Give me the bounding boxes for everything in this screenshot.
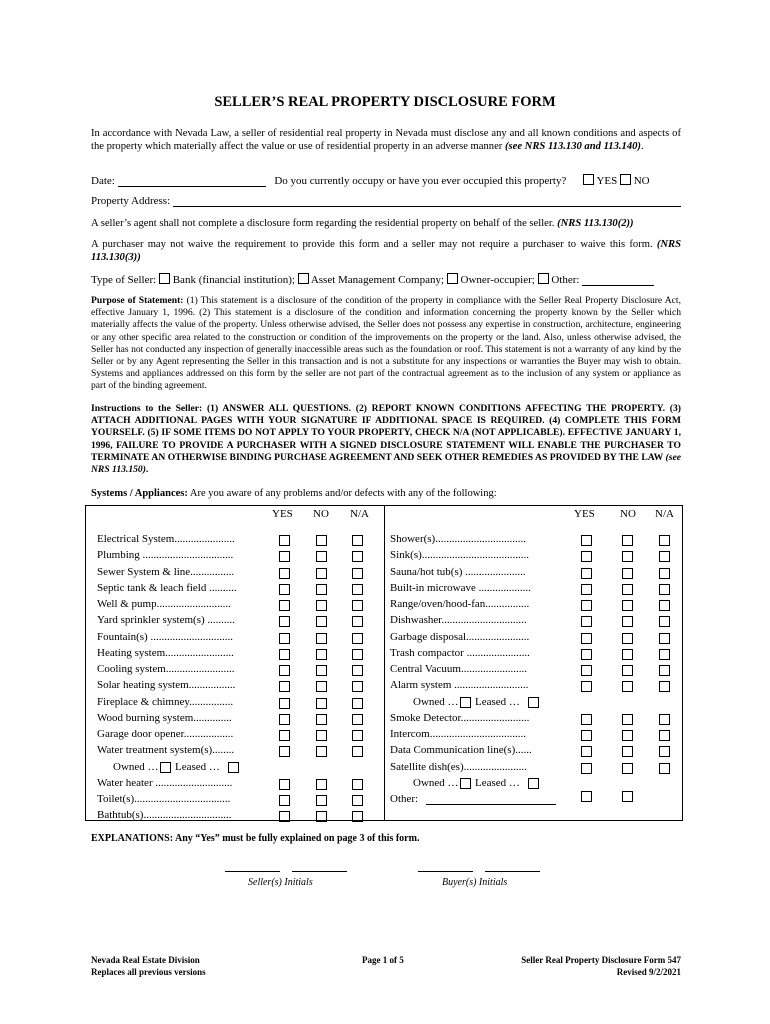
buyer-initial-line-2[interactable] [485,871,540,872]
no-checkbox[interactable] [622,616,633,627]
yes-checkbox[interactable] [581,746,592,757]
system-item-label: Bathtub(s)................................ [97,809,232,822]
na-checkbox[interactable] [659,746,670,757]
footer-left: Nevada Real Estate Division Replaces all previous versions [91,955,206,977]
left-yes-header: YES [272,508,293,520]
property-address-field[interactable] [173,195,681,207]
no-checkbox[interactable] [622,551,633,562]
appliance-item-label: Intercom................................... [390,728,526,740]
na-checkbox[interactable] [352,698,363,709]
system-item-label: Fireplace & chimney................ [97,695,234,708]
owned-checkbox-right-10[interactable] [460,697,471,708]
no-checkbox[interactable] [316,779,327,790]
yes-checkbox[interactable] [279,681,290,692]
occupy-no-checkbox[interactable] [620,174,631,185]
appliance-item-label: Built-in microwave ................... [390,581,531,594]
na-checkbox[interactable] [352,779,363,790]
appliance-item-label: Sauna/hot tub(s) ...................... [390,565,526,578]
owned-label-right-15: Owned … [413,776,459,789]
yes-checkbox[interactable] [279,551,290,562]
system-item-label: Toilet(s)................................... [97,793,231,805]
na-checkbox[interactable] [659,600,670,611]
appliance-item-label: Shower(s)................................. [390,533,526,545]
na-checkbox[interactable] [659,763,670,774]
yes-checkbox[interactable] [581,633,592,644]
yes-checkbox[interactable] [581,568,592,579]
na-checkbox[interactable] [659,568,670,579]
yes-checkbox[interactable] [581,600,592,611]
yes-checkbox[interactable] [581,714,592,725]
left-no-header: NO [313,508,329,520]
system-item-label: Well & pump........................... [97,598,231,610]
na-checkbox[interactable] [352,535,363,546]
no-checkbox[interactable] [316,568,327,579]
na-checkbox[interactable] [352,633,363,644]
system-item-label: Septic tank & leach field .......... [97,581,237,594]
appliance-item-label: Trash compactor ....................... [390,646,530,659]
system-item-label: Water heater ............................ [97,776,233,789]
yes-checkbox[interactable] [279,535,290,546]
yes-checkbox[interactable] [279,730,290,741]
leased-label-left: Leased … [175,760,220,773]
owned-checkbox-right-15[interactable] [460,778,471,789]
na-checkbox[interactable] [659,681,670,692]
no-checkbox[interactable] [622,633,633,644]
yes-checkbox[interactable] [279,584,290,595]
no-checkbox[interactable] [622,714,633,725]
na-checkbox[interactable] [659,584,670,595]
na-checkbox[interactable] [659,649,670,660]
no-checkbox[interactable] [622,584,633,595]
yes-checkbox[interactable] [279,811,290,822]
no-checkbox[interactable] [622,649,633,660]
na-checkbox[interactable] [352,746,363,757]
na-checkbox[interactable] [659,535,670,546]
page-number: Page 1 of 5 [362,955,404,965]
system-item-label: Garage door opener.................. [97,728,234,740]
no-checkbox[interactable] [622,600,633,611]
purpose-statement: Purpose of Statement: (1) This statement is a disclosure of the condition of the property in compliance with the Seller Real Property Disclosure Act, effective January 1, 1996. (2) This statement is a disclosure of the condition and information concerning the property known by the Seller which materially affects the value of the property. Unless otherwise advised, the Seller does not possess any expertise in construction, architecture, engineering or any other specific area related to the construction or condition of the improvements on the property or the land. Also, unless otherwise advised, the Seller has not conducted any inspection of generally inaccessible areas such as the foundation or roof. This statement is not a warranty of any kind by the Seller or by any Agent representing the Seller in this transaction and is not a substitute for any inspections or warranties the Buyer may wish to obtain. Systems and appliances addressed on this form by the seller are not part of the contractual agreement as to the inclusion of any system or appliance as part of the binding agreement. [91,295,681,392]
no-checkbox[interactable] [622,746,633,757]
no-checkbox[interactable] [316,730,327,741]
yes-checkbox[interactable] [581,551,592,562]
na-checkbox[interactable] [352,714,363,725]
left-na-header: N/A [350,508,369,520]
appliance-item-label: Sink(s)....................................... [390,549,530,562]
system-item-label: Wood burning system.............. [97,711,232,724]
occupy-question: Do you currently occupy or have you ever occupied this property? [274,175,567,187]
na-checkbox[interactable] [352,795,363,806]
no-checkbox[interactable] [316,746,327,757]
leased-checkbox-right-15[interactable] [528,778,539,789]
system-item-label: Plumbing ................................. [97,549,234,562]
system-item-label: Yard sprinkler system(s) .......... [97,614,235,627]
yes-checkbox[interactable] [279,665,290,676]
appliance-item-label: Range/oven/hood-fan................ [390,598,530,610]
owner-occupier-checkbox[interactable] [447,273,458,284]
yes-checkbox[interactable] [581,730,592,741]
no-checkbox[interactable] [316,584,327,595]
other-field[interactable] [582,274,654,286]
leased-checkbox-right-10[interactable] [528,697,539,708]
na-checkbox[interactable] [659,730,670,741]
seller-type-row: Type of Seller: Bank (financial institution); Asset Management Company; Owner-occupier; Other: [91,273,654,286]
appliance-item-label: Central Vacuum........................ [390,663,527,675]
yes-checkbox[interactable] [581,665,592,676]
system-item-label: Water treatment system(s)........ [97,744,235,757]
right-no-header: NO [620,508,636,520]
no-checkbox[interactable] [622,730,633,741]
na-checkbox[interactable] [659,551,670,562]
yes-checkbox[interactable] [279,633,290,644]
na-checkbox[interactable] [352,681,363,692]
other-checkbox[interactable] [538,273,549,284]
owned-checkbox-left[interactable] [160,762,171,773]
na-checkbox[interactable] [352,730,363,741]
na-checkbox[interactable] [352,600,363,611]
yes-checkbox[interactable] [279,779,290,790]
system-item-label: Electrical System...................... [97,533,235,545]
na-checkbox[interactable] [659,616,670,627]
yes-checkbox[interactable] [279,600,290,611]
yes-checkbox[interactable] [279,714,290,725]
system-item-label: Heating system......................... [97,646,234,659]
yes-checkbox[interactable] [279,795,290,806]
owned-label-left: Owned … [113,760,159,773]
buyer-initials-label: Buyer(s) Initials [442,877,508,888]
na-checkbox[interactable] [352,584,363,595]
yes-checkbox[interactable] [581,649,592,660]
na-checkbox[interactable] [659,714,670,725]
no-checkbox[interactable] [316,600,327,611]
date-row: Date: Do you currently occupy or have you ever occupied this property? YES NO [91,175,650,187]
na-checkbox[interactable] [352,551,363,562]
owned-label-right-10: Owned … [413,695,459,708]
yes-checkbox[interactable] [279,698,290,709]
yes-checkbox[interactable] [581,616,592,627]
footer-right: Seller Real Property Disclosure Form 547 Revised 9/2/2021 [521,955,681,977]
appliance-item-label: Alarm system ........................... [390,679,529,692]
seller-initials-label: Seller(s) Initials [248,877,313,888]
no-checkbox[interactable] [316,649,327,660]
no-checkbox[interactable] [316,795,327,806]
systems-heading: Systems / Appliances: Are you aware of any problems and/or defects with any of the following: [91,488,497,499]
no-checkbox[interactable] [316,665,327,676]
seller-initial-line-1[interactable] [225,871,280,872]
bank-checkbox[interactable] [159,273,170,284]
na-checkbox[interactable] [659,665,670,676]
na-checkbox[interactable] [352,811,363,822]
leased-label-right-15: Leased … [475,776,520,789]
na-checkbox[interactable] [352,568,363,579]
appliance-item-label: Data Communication line(s)...... [390,744,532,757]
other-appliance-field[interactable] [426,804,556,805]
agent-notice: A seller’s agent shall not complete a disclosure form regarding the residential property on behalf of the seller. (NRS 113.130(2)) [91,218,634,229]
yes-checkbox[interactable] [581,791,592,802]
date-field[interactable] [118,175,266,187]
table-divider [384,505,385,821]
explanations-note: EXPLANATIONS: Any “Yes” must be fully explained on page 3 of this form. [91,833,420,844]
appliance-item-label: Other: [390,793,419,805]
system-item-label: Fountain(s) .............................. [97,630,233,643]
no-checkbox[interactable] [316,714,327,725]
address-row: Property Address: [91,195,681,207]
seller-initial-line-2[interactable] [292,871,347,872]
no-checkbox[interactable] [316,681,327,692]
yes-checkbox[interactable] [279,568,290,579]
yes-checkbox[interactable] [581,681,592,692]
no-checkbox[interactable] [622,535,633,546]
no-checkbox[interactable] [316,616,327,627]
system-item-label: Cooling system......................... [97,663,235,675]
waive-notice: A purchaser may not waive the requirement to provide this form and a seller may not require a purchaser to waive this form. (NRS 113.130(3)) [91,239,681,263]
yes-checkbox[interactable] [279,746,290,757]
na-checkbox[interactable] [352,616,363,627]
form-title: SELLER’S REAL PROPERTY DISCLOSURE FORM [214,94,556,110]
no-checkbox[interactable] [622,763,633,774]
no-checkbox[interactable] [316,551,327,562]
appliance-item-label: Garbage disposal....................... [390,630,530,643]
system-item-label: Solar heating system................. [97,679,236,692]
na-checkbox[interactable] [352,665,363,676]
no-checkbox[interactable] [316,811,327,822]
appliance-item-label: Smoke Detector......................... [390,711,530,724]
no-checkbox[interactable] [622,681,633,692]
right-na-header: N/A [655,508,674,520]
no-checkbox[interactable] [622,791,633,802]
yes-checkbox[interactable] [581,584,592,595]
na-checkbox[interactable] [352,649,363,660]
yes-checkbox[interactable] [581,763,592,774]
yes-checkbox[interactable] [279,616,290,627]
no-checkbox[interactable] [316,535,327,546]
no-checkbox[interactable] [622,568,633,579]
leased-label-right-10: Leased … [475,695,520,708]
no-checkbox[interactable] [316,633,327,644]
right-yes-header: YES [574,508,595,520]
yes-checkbox[interactable] [279,649,290,660]
intro-paragraph: In accordance with Nevada Law, a seller of residential real property in Nevada must disclose any and all known conditions and aspects of the property which materially affect the value or use of residential property in an adverse manner (see NRS 113.130 and 113.140). [91,128,681,152]
occupy-yes-checkbox[interactable] [583,174,594,185]
buyer-initial-line-1[interactable] [418,871,473,872]
appliance-item-label: Dishwasher............................... [390,614,527,627]
instructions: Instructions to the Seller: (1) ANSWER ALL QUESTIONS. (2) REPORT KNOWN CONDITIONS AFFECTING THE PROPERTY. (3) ATTACH ADDITIONAL PAGES WITH YOUR SIGNATURE IF ADDITIONAL SPACE IS REQUIRED. (4) COMPLETE THIS FORM YOURSELF. (5) IF SOME ITEMS DO NOT APPLY TO YOUR PROPERTY, CHECK N/A (NOT APPLICABLE). EFFECTIVE JANUARY 1, 1996, FAILURE TO PROVIDE A PURCHASER WITH A SIGNED DISCLOSURE STATEMENT WILL ENABLE THE PURCHASER TO TERMINATE AN OTHERWISE BINDING PURCHASE AGREEMENT AND SEEK OTHER REMEDIES AS PROVIDED BY THE LAW (see NRS 113.150). [91,403,681,476]
system-item-label: Sewer System & line................ [97,565,235,578]
leased-checkbox-left[interactable] [228,762,239,773]
yes-checkbox[interactable] [581,535,592,546]
na-checkbox[interactable] [659,633,670,644]
no-checkbox[interactable] [316,698,327,709]
appliance-item-label: Satellite dish(es)....................... [390,760,527,773]
asset-management-checkbox[interactable] [298,273,309,284]
no-checkbox[interactable] [622,665,633,676]
